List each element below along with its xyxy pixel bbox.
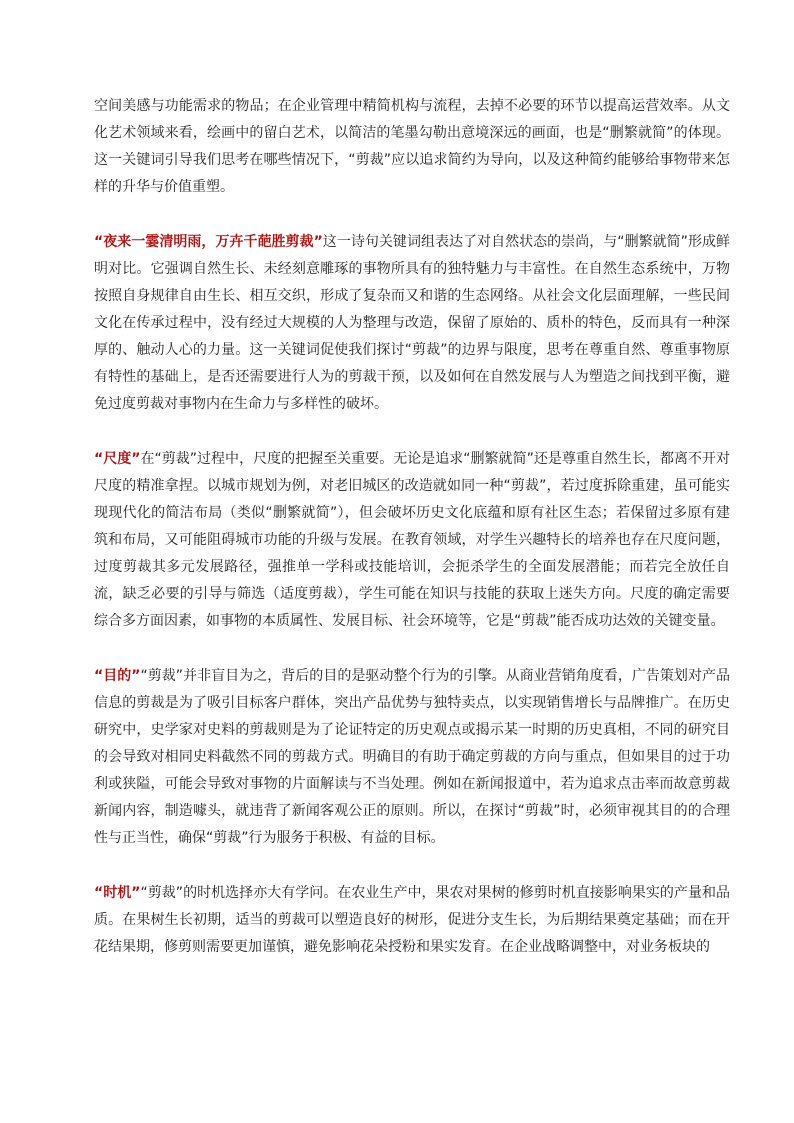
document-page (94, 93, 730, 989)
paragraph-poem-keyword (94, 229, 730, 418)
paragraph-keyword: “夜来一霎清明雨，万卉千葩胜剪裁” (94, 234, 323, 250)
paragraph-timing (94, 880, 730, 961)
paragraph-text: 这一诗句关键词组表达了对自然状态的崇尚，与“删繁就简”形成鲜明对比。它强调自然生长、未经刻意雕琢的事物所具有的独特魅力与丰富性。在自然生态系统中，万物按照自身规律自由生长、相互交织，形成了复杂而又和谐的生态网络。从社会文化层面理解，一些民间文化在传承过程中，没有经过大规模的人为整理与改造，保留了原始的、质朴的特色，反而具有一种深厚的、触动人心的力量。这一关键词促使我们探讨“剪裁”的边界与限度，思考在尊重自然、尊重事物原有特性的基础上，是否还需要进行人为的剪裁干预，以及如何在自然发展与人为塑造之间找到平衡，避免过度剪裁对事物内在生命力与多样性的破坏。 (94, 234, 730, 412)
paragraph-keyword: “目的” (94, 668, 141, 684)
paragraph-text: 在“剪裁”过程中，尺度的把握至关重要。无论是追求“删繁就简”还是尊重自然生长，都离不开对尺度的精准拿捏。以城市规划为例，对老旧城区的改造就如同一种“剪裁”，若过度拆除重建，虽可能实现现代化的简洁布局（类似“删繁就简”），但会破坏历史文化底蕴和原有社区生态；若保留过多原有建筑和布局，又可能阻碍城市功能的升级与发展。在教育领域，对学生兴趣特长的培养也存在尺度问题，过度剪裁其多元发展路径，强推单一学科或技能培训，会扼杀学生的全面发展潜能；而若完全放任自流，缺乏必要的引导与筛选（适度剪裁），学生可能在知识与技能的获取上迷失方向。尺度的确定需要综合多方面因素，如事物的本质属性、发展目标、社会环境等，它是“剪裁”能否成功达效的关键变量。 (94, 451, 731, 629)
paragraph-text: 空间美感与功能需求的物品；在企业管理中精简机构与流程，去掉不必要的环节以提高运营效率。从文化艺术领域来看，绘画中的留白艺术，以简洁的笔墨勾勒出意境深远的画面，也是“删繁就简”的体现。这一关键词引导我们思考在哪些情况下，“剪裁”应以追求简约为导向，以及这种简约能够给事物带来怎样的升华与价值重塑。 (94, 98, 730, 195)
paragraph-intro (94, 93, 730, 201)
paragraph-scale (94, 446, 730, 635)
paragraph-keyword: “尺度” (94, 451, 141, 467)
paragraph-text: “剪裁”的时机选择亦大有学问。在农业生产中，果农对果树的修剪时机直接影响果实的产量和品质。在果树生长初期，适当的剪裁可以塑造良好的树形，促进分支生长，为后期结果奠定基础；而在开花结果期，修剪则需要更加谨慎，避免影响花朵授粉和果实发育。在企业战略调整中，对业务板块的 (94, 885, 730, 955)
paragraph-text: “剪裁”并非盲目为之，背后的目的是驱动整个行为的引擎。从商业营销角度看，广告策划对产品信息的剪裁是为了吸引目标客户群体，突出产品优势与独特卖点，以实现销售增长与品牌推广。在历史研究中，史学家对史料的剪裁则是为了论证特定的历史观点或揭示某一时期的历史真相，不同的研究目的会导致对相同史料截然不同的剪裁方式。明确目的有助于确定剪裁的方向与重点，但如果目的过于功利或狭隘，可能会导致对事物的片面解读与不当处理。例如在新闻报道中，若为追求点击率而故意剪裁新闻内容，制造噱头，就违背了新闻客观公正的原则。所以，在探讨“剪裁”时，必须审视其目的的合理性与正当性，确保“剪裁”行为服务于积极、有益的目标。 (94, 668, 730, 846)
paragraph-keyword: “时机” (94, 885, 141, 901)
paragraph-purpose (94, 663, 730, 852)
